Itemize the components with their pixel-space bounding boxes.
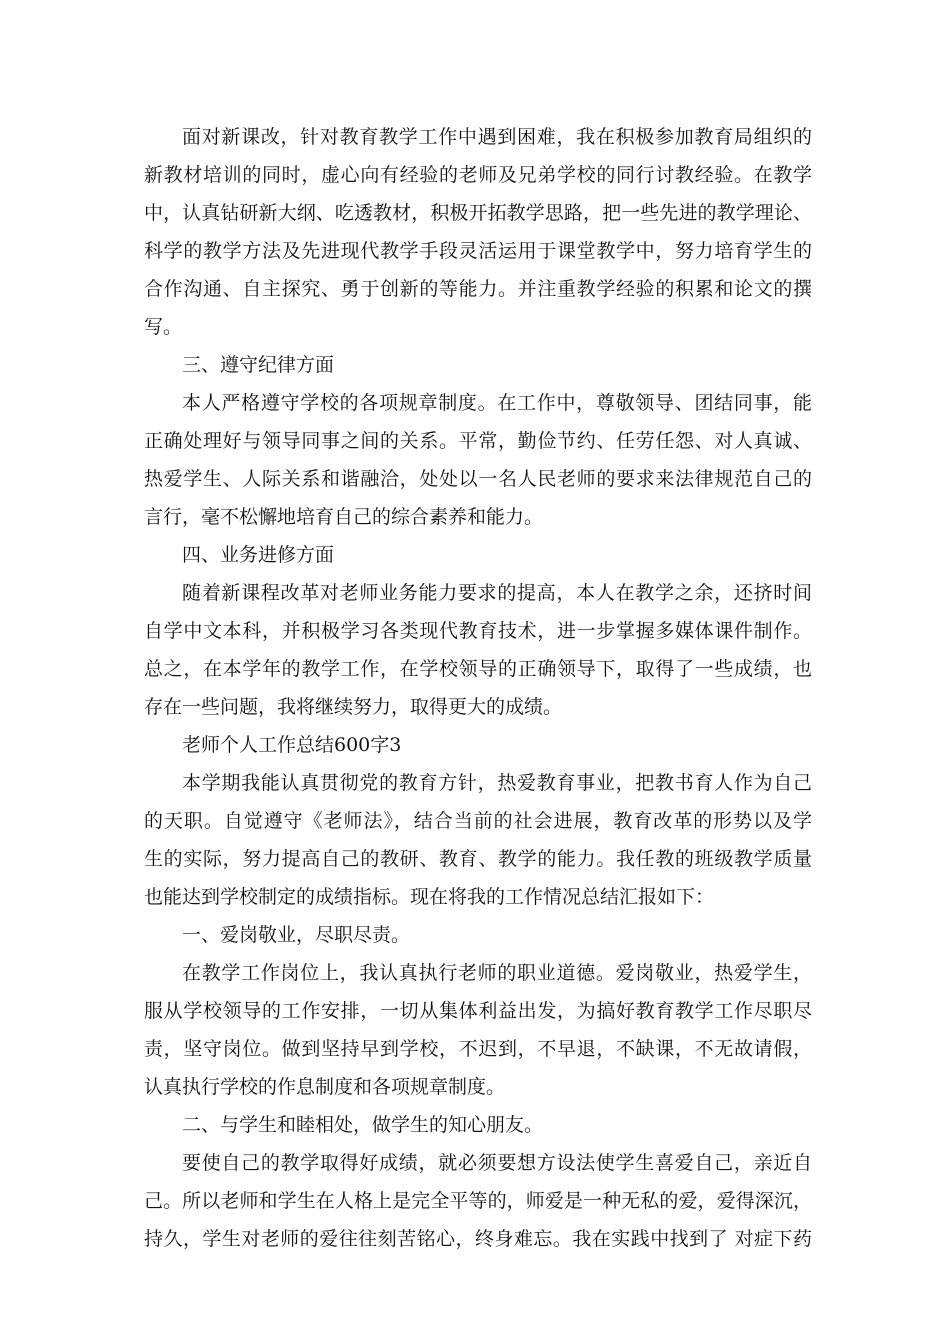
section-heading: 二、与学生和睦相处，做学生的知心朋友。 bbox=[182, 1114, 544, 1136]
paragraph-line: 也能达到学校制定的成绩指标。现在将我的工作情况总结汇报如下： bbox=[144, 886, 715, 908]
paragraph-line: 科学的教学方法及先进现代教学手段灵活运用于课堂教学中，努力培育学生的 bbox=[144, 240, 812, 262]
paragraph-line: 自学中文本科，并积极学习各类现代教育技术，进一步掌握多媒体课件制作。 bbox=[144, 620, 812, 642]
paragraph-line: 正确处理好与领导同事之间的关系。平常，勤俭节约、任劳任怨、对人真诚、 bbox=[144, 430, 812, 452]
paragraph-line: 责，坚守岗位。做到坚持早到学校，不迟到，不早退，不缺课，不无故请假， bbox=[144, 1038, 812, 1060]
paragraph-line: 本人严格遵守学校的各项规章制度。在工作中，尊敬领导、团结同事，能 bbox=[182, 392, 812, 414]
paragraph-line: 服从学校领导的工作安排，一切从集体利益出发，为搞好教育教学工作尽职尽 bbox=[144, 1000, 812, 1022]
section-heading: 一、爱岗敬业，尽职尽责。 bbox=[182, 924, 411, 946]
paragraph-line: 认真执行学校的作息制度和各项规章制度。 bbox=[144, 1076, 506, 1098]
paragraph-line: 生的实际，努力提高自己的教研、教育、教学的能力。我任教的班级教学质量 bbox=[144, 848, 812, 870]
paragraph-line: 存在一些问题，我将继续努力，取得更大的成绩。 bbox=[144, 696, 563, 718]
section-heading: 四、业务进修方面 bbox=[182, 544, 335, 566]
paragraph-line: 要使自己的教学取得好成绩，就必须要想方设法使学生喜爱自己，亲近自 bbox=[182, 1152, 812, 1174]
paragraph-line: 中，认真钻研新大纲、吃透教材，积极开拓教学思路，把一些先进的教学理论、 bbox=[144, 202, 812, 224]
paragraph-line: 本学期我能认真贯彻党的教育方针，热爱教育事业，把教书育人作为自己 bbox=[182, 772, 812, 794]
paragraph-line: 在教学工作岗位上，我认真执行老师的职业道德。爱岗敬业，热爱学生， bbox=[182, 962, 812, 984]
paragraph-line: 言行，毫不松懈地培育自己的综合素养和能力。 bbox=[144, 506, 544, 528]
paragraph-line: 写。 bbox=[144, 316, 183, 338]
paragraph-line: 热爱学生、人际关系和谐融洽，处处以一名人民老师的要求来法律规范自己的 bbox=[144, 468, 812, 490]
document-body bbox=[144, 118, 812, 1258]
paragraph-line: 的天职。自觉遵守《老师法》，结合当前的社会进展，教育改革的形势以及学 bbox=[144, 810, 812, 832]
paragraph-line: 总之，在本学年的教学工作，在学校领导的正确领导下，取得了一些成绩，也 bbox=[144, 658, 812, 680]
paragraph-line: 面对新课改，针对教育教学工作中遇到困难，我在积极参加教育局组织的 bbox=[182, 126, 812, 148]
paragraph-line: 持久，学生对老师的爱往往刻苦铭心，终身难忘。我在实践中找到了 对症下药 bbox=[144, 1228, 812, 1250]
paragraph-line: 新教材培训的同时，虚心向有经验的老师及兄弟学校的同行讨教经验。在教学 bbox=[144, 164, 812, 186]
paragraph-line: 随着新课程改革对老师业务能力要求的提高，本人在教学之余，还挤时间 bbox=[182, 582, 812, 604]
section-heading: 三、遵守纪律方面 bbox=[182, 354, 335, 376]
paragraph-line: 己。所以老师和学生在人格上是完全平等的，师爱是一种无私的爱，爱得深沉， bbox=[144, 1190, 812, 1212]
section-title: 老师个人工作总结600字3 bbox=[182, 734, 402, 756]
paragraph-line: 合作沟通、自主探究、勇于创新的等能力。并注重教学经验的积累和论文的撰 bbox=[144, 278, 812, 300]
